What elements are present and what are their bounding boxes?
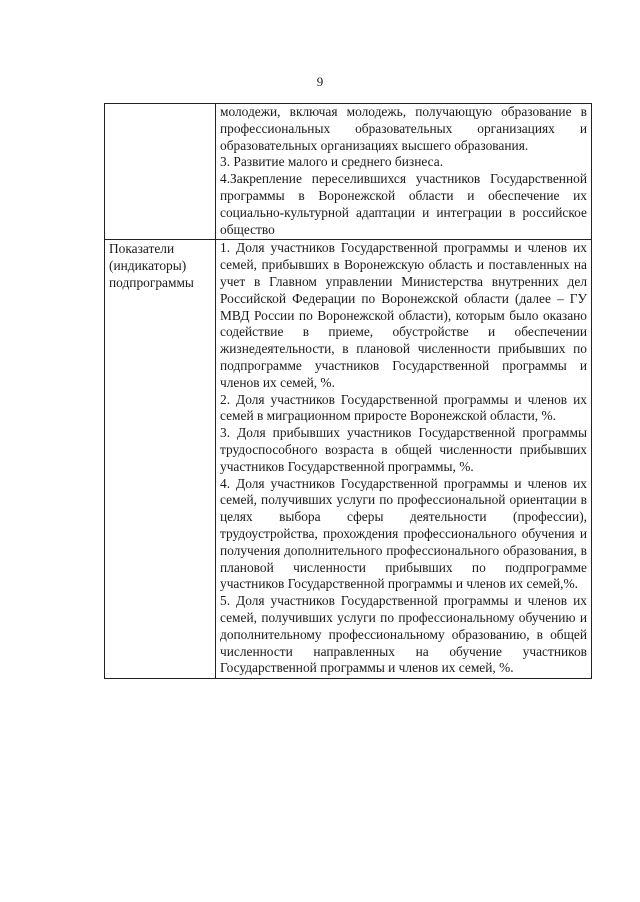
tasks-cell bbox=[216, 104, 592, 240]
indicator-paragraph: 2. Доля участников Государственной программы и членов их семей в миграционном приросте Воронежской области, %. bbox=[220, 391, 587, 424]
indicator-paragraph: 1. Доля участников Государственной программы и членов их семей, прибывших в Воронежскую область и поставленных на учет в Главном управлении Министерства внутренних дел Российской Федерации по Воронежской области (далее – ГУ МВД России по Воронежской области), которым было оказано содействие в приеме, обустройстве и обеспечении жизнедеятельности, в плановой численности прибывших по подпрограмме участников Государственной программы и членов их семей, %. bbox=[220, 240, 587, 390]
indicator-paragraph: 3. Доля прибывших участников Государственной программы трудоспособного возраста в общей численности прибывших участников Государственной программы, %. bbox=[220, 425, 587, 474]
indicators-cell bbox=[216, 240, 592, 679]
page-number: 9 bbox=[316, 74, 324, 89]
row-label-empty bbox=[105, 104, 216, 240]
indicator-paragraph: 4. Доля участников Государственной программы и членов их семей, получивших услуги по профессиональной ориентации в целях выбора сферы деятельности (профессии), трудоустройства, прохождения профессионального обучения и получения дополнительного профессионального образования, в плановой численности прибывших по подпрограмме участников Государственной программы и членов их семей,%. bbox=[220, 475, 587, 592]
subprogram-passport-table bbox=[104, 103, 592, 679]
indicators-label: Показатели (индикаторы) подпрограммы bbox=[105, 240, 216, 679]
table-row bbox=[105, 104, 592, 240]
tasks-paragraph: 4.Закрепление переселившихся участников Государственной программы в Воронежской области и обеспечение их социально-культурной адаптации и интеграции в российское общество bbox=[220, 171, 587, 237]
tasks-paragraph: молодежи, включая молодежь, получающую образование в профессиональных образовательных организациях и образовательных организациях высшего образования. bbox=[220, 104, 587, 153]
table-row bbox=[105, 240, 592, 679]
tasks-paragraph: 3. Развитие малого и среднего бизнеса. bbox=[220, 154, 444, 170]
indicator-paragraph: 5. Доля участников Государственной программы и членов их семей, получивших услуги по профессиональному обучению и дополнительному профессиональному образованию, в общей численности направленных на обучение участников Государственной программы и членов их семей, %. bbox=[220, 593, 587, 676]
